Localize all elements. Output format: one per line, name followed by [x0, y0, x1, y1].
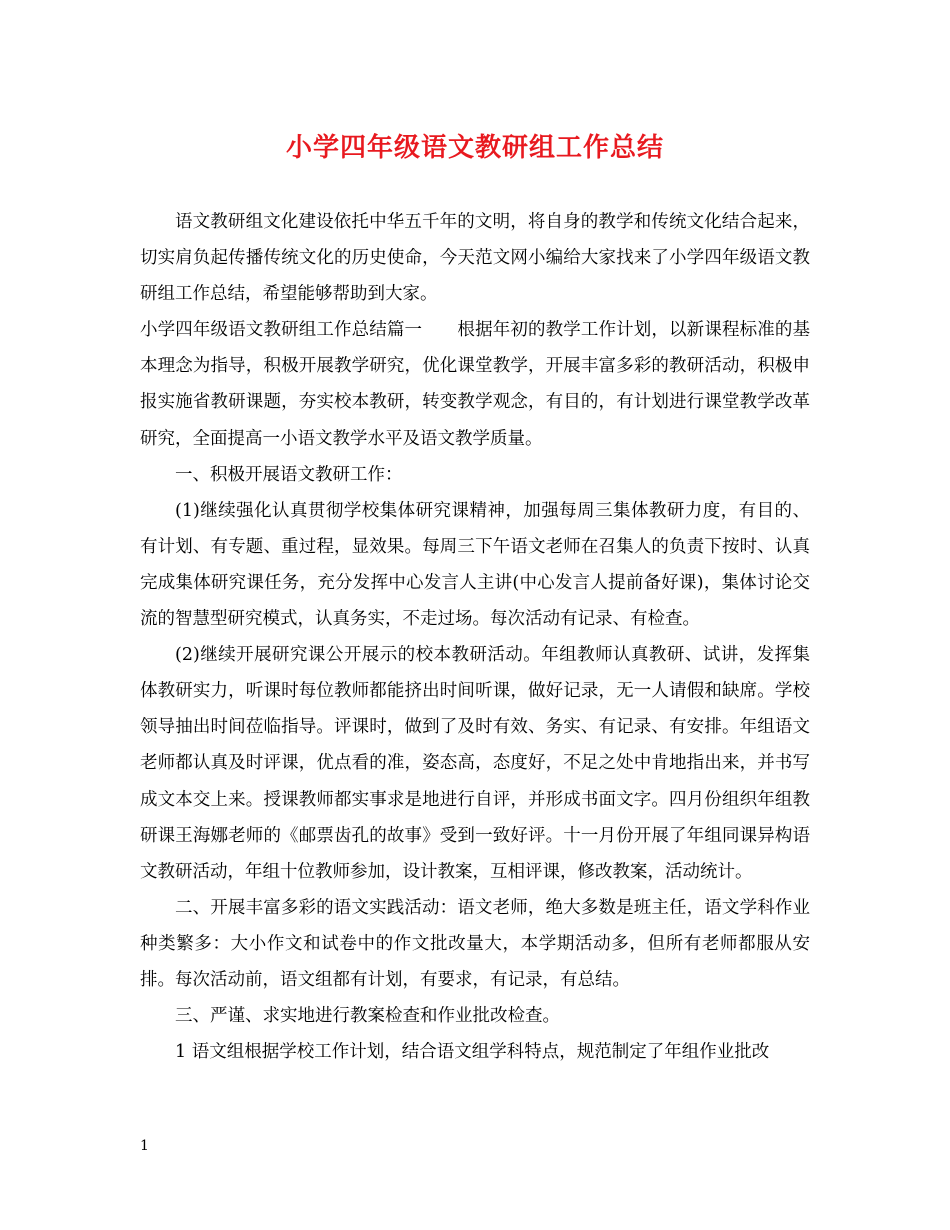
paragraph-item-1: (1)继续强化认真贯彻学校集体研究课精神，加强每周三集体教研力度，有目的、有计划、有专题、重过程，显效果。每周三下午语文老师在召集人的负责下按时、认真完成集体研究课任务，充分发挥中心发言人主讲(中心发言人提前备好课)，集体讨论交流的智慧型研究模式，认真务实，不走过场。每次活动有记录、有检查。: [140, 500, 810, 630]
document-body: [140, 204, 810, 1070]
paragraph-section-one-intro: 小学四年级语文教研组工作总结篇一 根据年初的教学工作计划，以新课程标准的基本理念为指导，积极开展教学研究，优化课堂教学，开展丰富多彩的教研活动，积极申报实施省教研课题，夯实校本教研，转变教学观念，有目的，有计划进行课堂教学改革研究，全面提高一小语文教学水平及语文教学质量。: [140, 320, 810, 449]
paragraph-item-two: 二、开展丰富多彩的语文实践活动：语文老师，绝大多数是班主任，语文学科作业种类繁多：大小作文和试卷中的作文批改量大，本学期活动多，但所有老师都服从安排。每次活动前，语文组都有计划，有要求，有记录，有总结。: [140, 897, 810, 990]
document-title: 小学四年级语文教研组工作总结: [285, 133, 664, 163]
page-number: 1: [140, 1138, 149, 1154]
paragraph-item-three-1: 1 语文组根据学校工作计划，结合语文组学科特点，规范制定了年组作业批改: [175, 1042, 770, 1063]
paragraph-intro: 语文教研组文化建设依托中华五千年的文明，将自身的教学和传统文化结合起来，切实肩负起传播传统文化的历史使命，今天范文网小编给大家找来了小学四年级语文教研组工作总结，希望能够帮助到大家。: [140, 212, 810, 305]
heading-item-one: 一、积极开展语文教研工作：: [175, 464, 403, 485]
heading-item-three: 三、严谨、求实地进行教案检查和作业批改检查。: [175, 1006, 560, 1027]
paragraph-item-2: (2)继续开展研究课公开展示的校本教研活动。年组教师认真教研、试讲，发挥集体教研实力，听课时每位教师都能挤出时间听课，做好记录，无一人请假和缺席。学校领导抽出时间莅临指导。评课时，做到了及时有效、务实、有记录、有安排。年组语文老师都认真及时评课，优点看的准，姿态高，态度好，不足之处中肯地指出来，并书写成文本交上来。授课教师都实事求是地进行自评，并形成书面文字。四月份组织年组教研课王海娜老师的《邮票齿孔的故事》受到一致好评。十一月份开展了年组同课异构语文教研活动，年组十位教师参加，设计教案，互相评课，修改教案，活动统计。: [140, 645, 810, 882]
